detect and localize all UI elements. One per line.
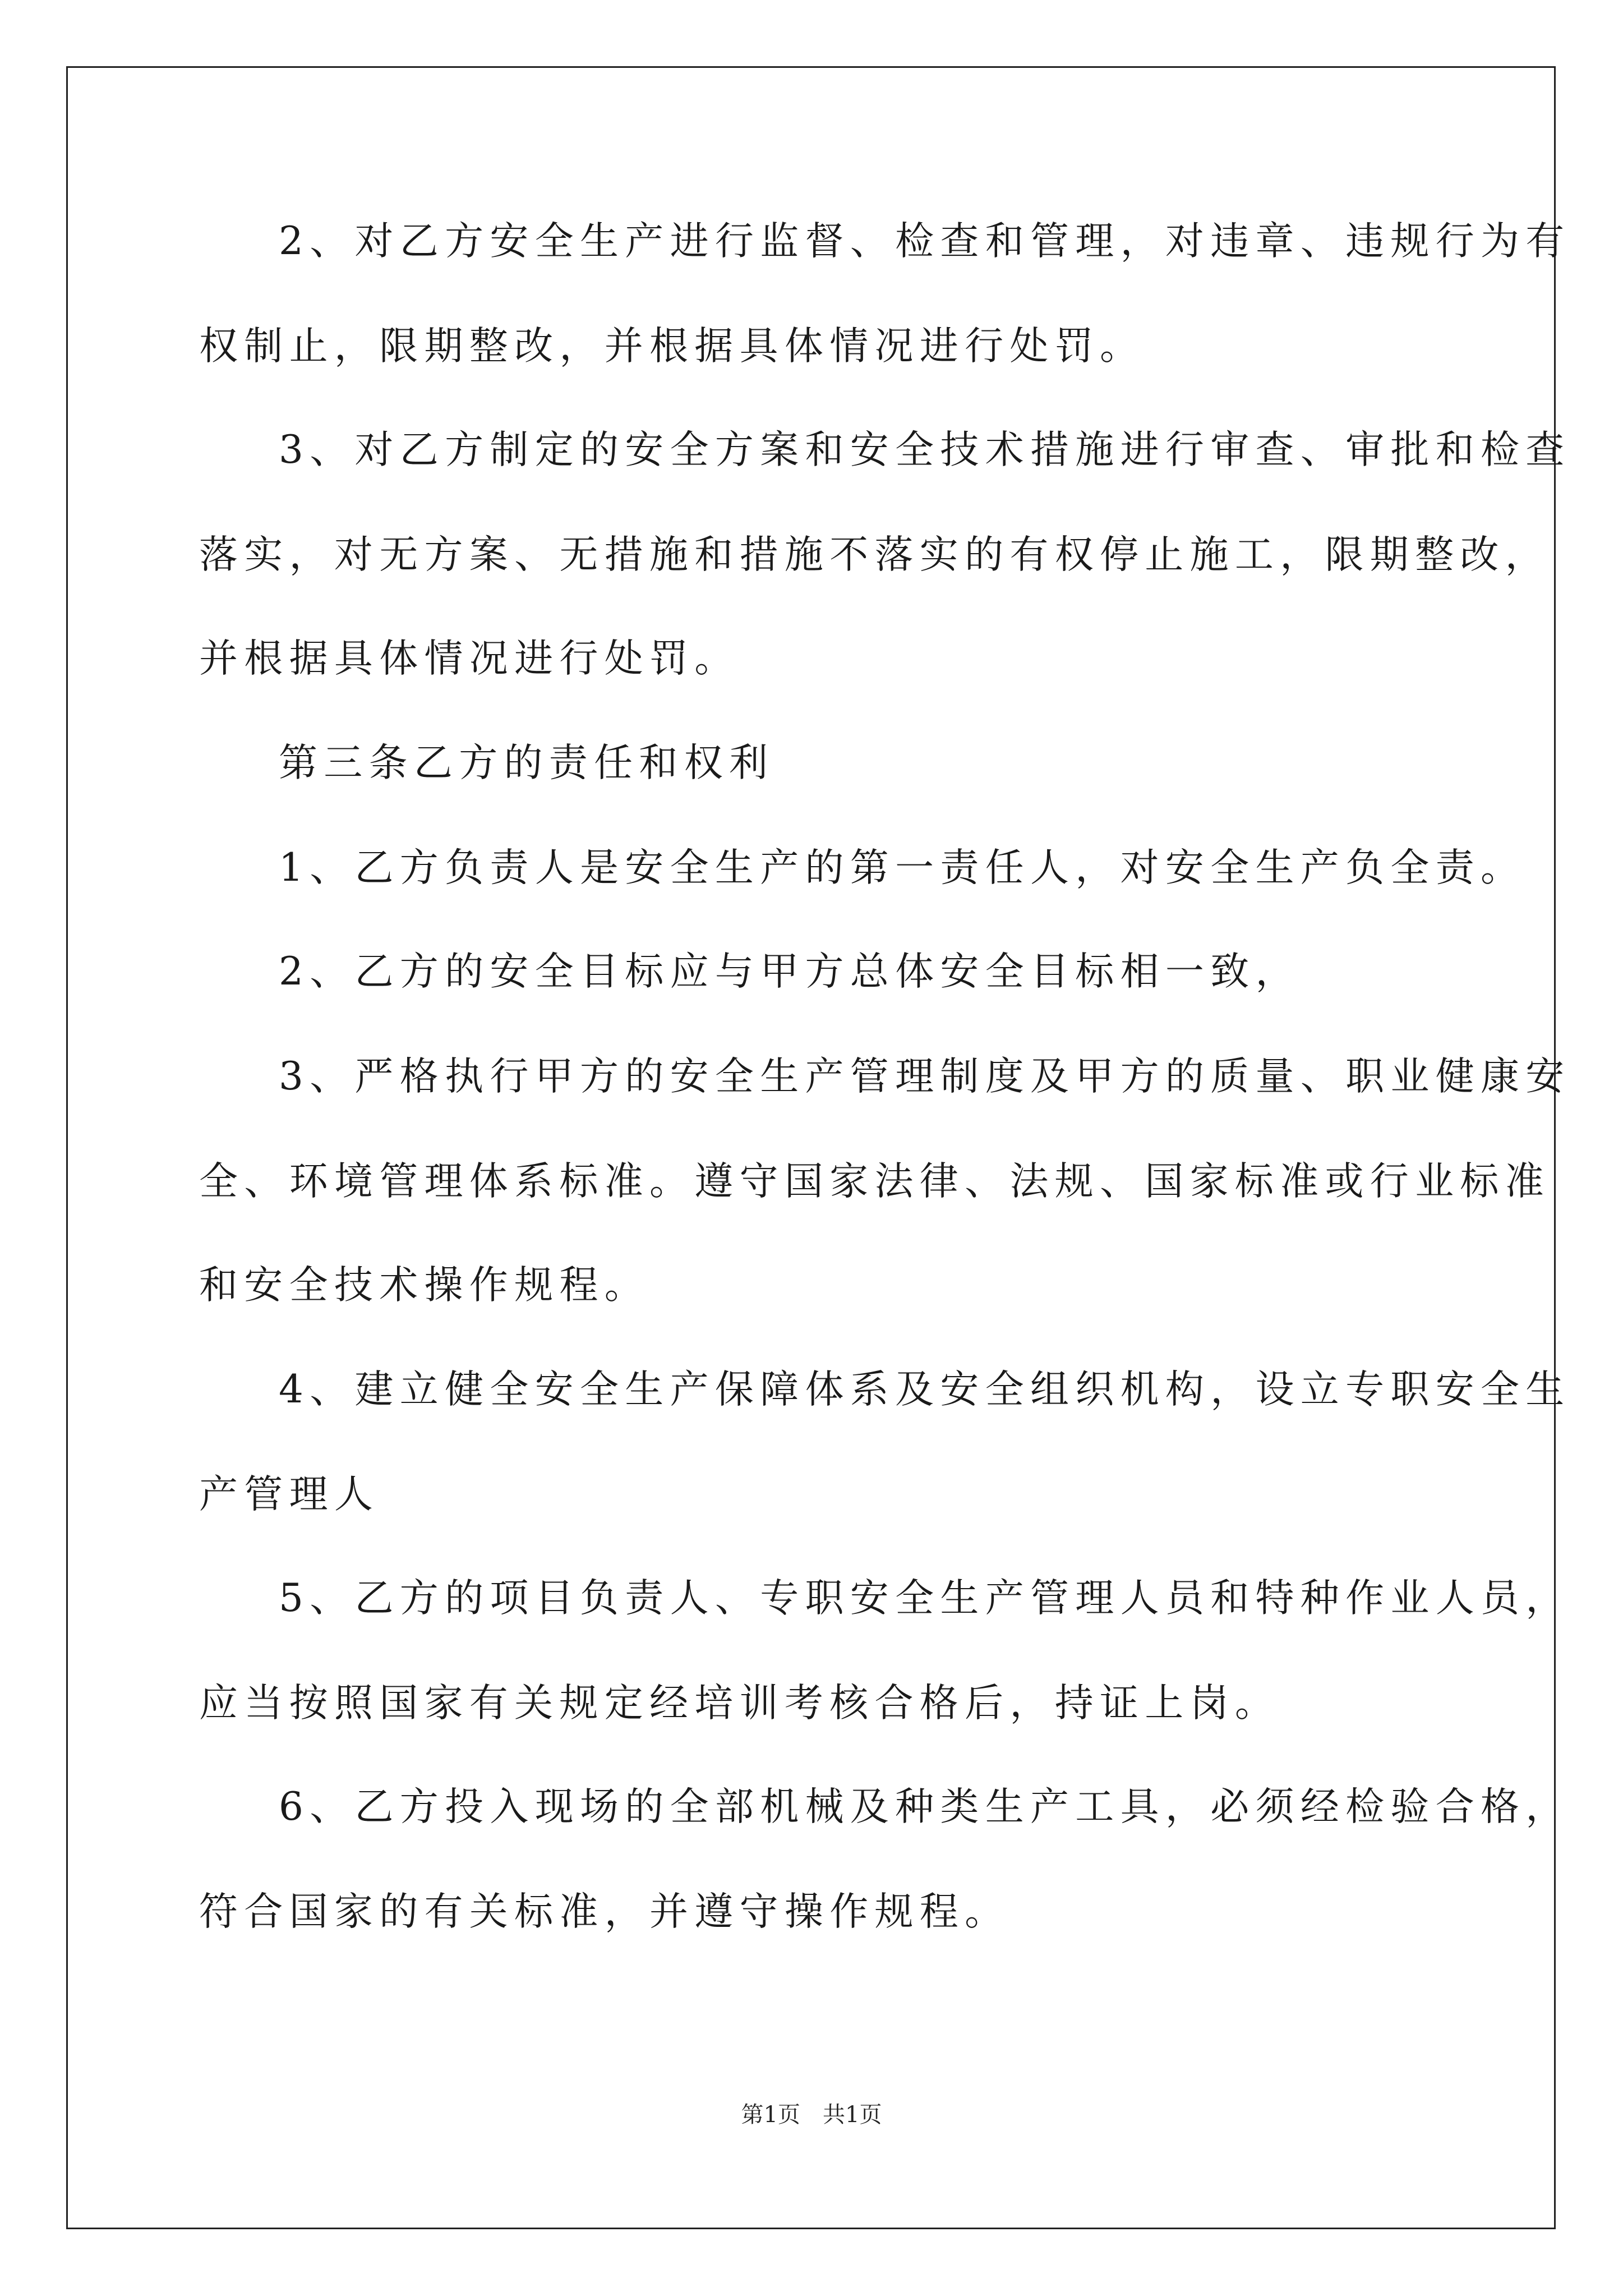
page-number-total: 共1页 bbox=[823, 2102, 882, 2128]
clause-5-line-1: 5、乙方的项目负责人、专职安全生产管理人员和特种作业人员， bbox=[279, 1576, 1571, 1621]
page-number-current: 第1页 bbox=[741, 2102, 800, 2128]
clause-4-line-2: 产管理人 bbox=[199, 1472, 380, 1517]
paragraph-3-line-2: 落实，对无方案、无措施和措施不落实的有权停止施工，限期整改， bbox=[199, 532, 1550, 577]
clause-5-line-2: 应当按照国家有关规定经培训考核合格后，持证上岗。 bbox=[199, 1681, 1280, 1726]
clause-2-line-1: 2、乙方的安全目标应与甲方总体安全目标相一致， bbox=[279, 949, 1301, 994]
clause-6-line-2: 符合国家的有关标准，并遵守操作规程。 bbox=[199, 1889, 1010, 1934]
paragraph-2-line-2: 权制止，限期整改，并根据具体情况进行处罚。 bbox=[199, 324, 1145, 369]
clause-3-line-2: 全、环境管理体系标准。遵守国家法律、法规、国家标准或行业标准 bbox=[199, 1159, 1550, 1204]
clause-6-line-1: 6、乙方投入现场的全部机械及种类生产工具，必须经检验合格， bbox=[279, 1784, 1571, 1829]
paragraph-3-line-3: 并根据具体情况进行处罚。 bbox=[199, 636, 740, 681]
clause-3-line-3: 和安全技术操作规程。 bbox=[199, 1263, 649, 1308]
paragraph-2-line-1: 2、对乙方安全生产进行监督、检查和管理，对违章、违规行为有 bbox=[279, 219, 1571, 264]
clause-4-line-1: 4、建立健全安全生产保障体系及安全组织机构，设立专职安全生 bbox=[279, 1367, 1571, 1412]
section-heading: 第三条乙方的责任和权利 bbox=[279, 740, 774, 785]
page-footer bbox=[0, 2101, 1623, 2129]
clause-1-line-1: 1、乙方负责人是安全生产的第一责任人，对安全生产负全责。 bbox=[279, 845, 1526, 890]
clause-3-line-1: 3、严格执行甲方的安全生产管理制度及甲方的质量、职业健康安 bbox=[279, 1054, 1571, 1099]
paragraph-3-line-1: 3、对乙方制定的安全方案和安全技术措施进行审查、审批和检查 bbox=[279, 427, 1571, 472]
